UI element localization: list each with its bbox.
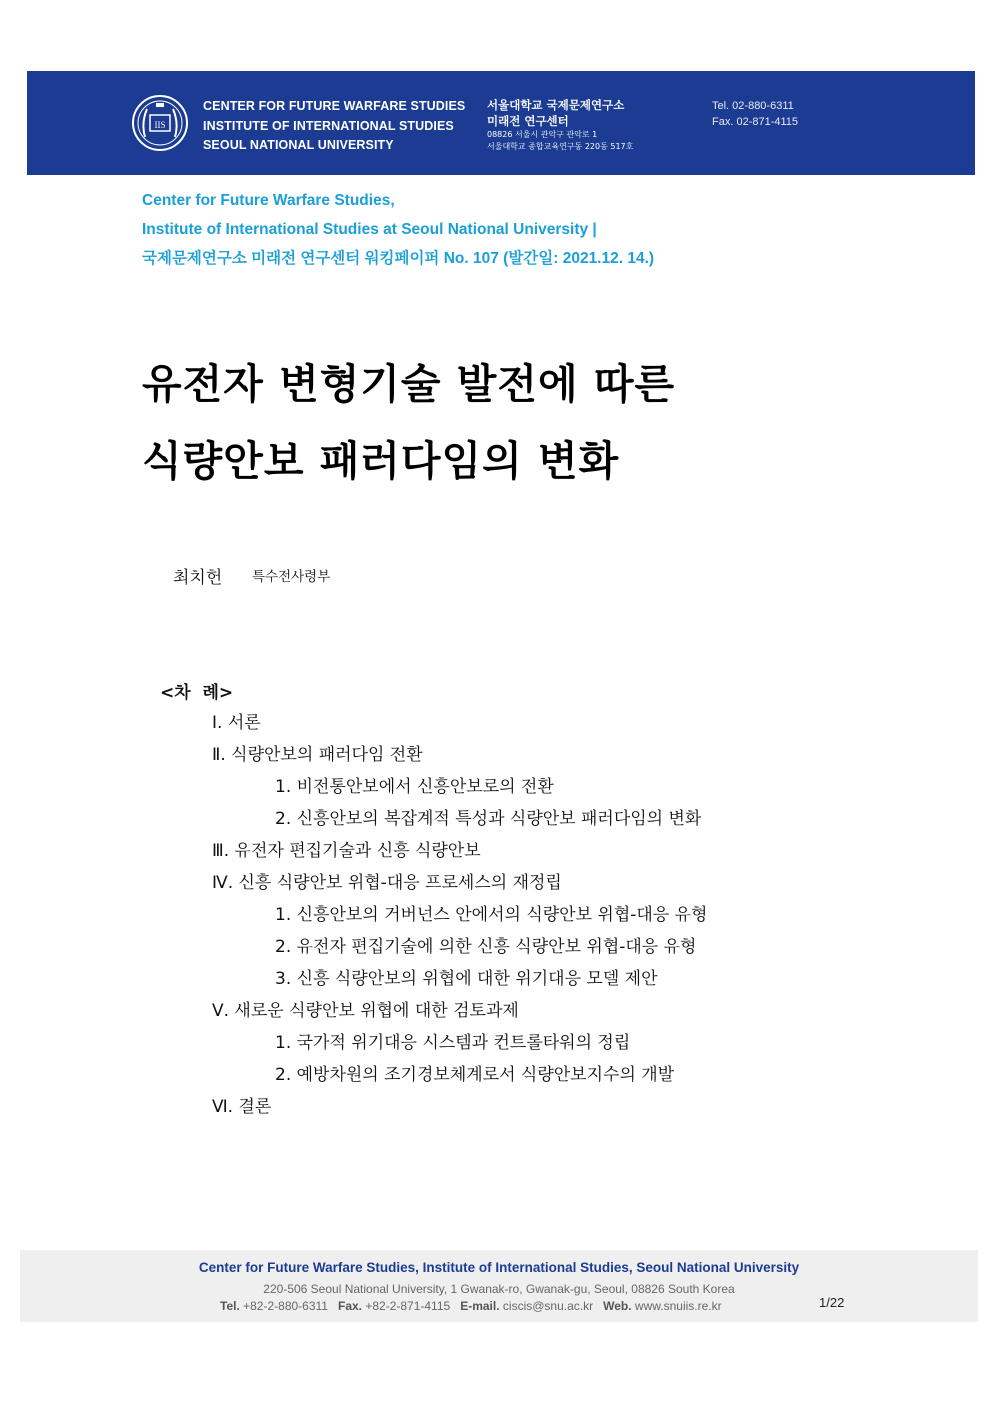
toc-subitem: 2. 유전자 편집기술에 의한 신흥 식량안보 위협-대응 유형: [275, 937, 697, 957]
toc-subitem: 2. 신흥안보의 복잡계적 특성과 식량안보 패러다임의 변화: [275, 809, 702, 829]
series-line-3: 국제문제연구소 미래전 연구센터 워킹페이퍼 No. 107 (발간일: 2021.12. 14.): [142, 250, 655, 267]
footer-institution: Center for Future Warfare Studies, Institute of International Studies, Seoul National University: [198, 1260, 800, 1275]
svg-text:IIS: IIS: [154, 120, 166, 130]
banner-fax: Fax. 02-871-4115: [712, 116, 799, 128]
banner-contact: [712, 98, 798, 130]
institute-seal-logo: [131, 93, 189, 153]
series-line-1: Center for Future Warfare Studies,: [142, 192, 395, 209]
footer-fax-label: Fax.: [337, 1299, 362, 1313]
header-banner: [27, 71, 975, 175]
footer-web: www.snuiis.re.kr: [634, 1299, 722, 1313]
toc-subitem: 1. 비전통안보에서 신흥안보로의 전환: [275, 777, 554, 797]
banner-ko-center: 미래전 연구센터: [487, 114, 569, 128]
toc-subitem: 3. 신흥 식량안보의 위협에 대한 위기대응 모델 제안: [275, 969, 658, 989]
footer-fax: +82-2-871-4115: [365, 1299, 451, 1313]
banner-ko-address: 08826 서울시 관악구 관악로 1: [487, 130, 598, 139]
banner-en-line: CENTER FOR FUTURE WARFARE STUDIES: [203, 99, 466, 113]
footer-tel: +82-2-880-6311: [243, 1299, 328, 1313]
working-paper-series-info: [142, 186, 654, 273]
paper-title: [142, 346, 675, 500]
banner-institute-korean: [487, 97, 633, 153]
author-affiliation: 특수전사령부: [252, 569, 331, 585]
banner-en-line: INSTITUTE OF INTERNATIONAL STUDIES: [203, 118, 454, 133]
toc-item: Ⅱ. 식량안보의 패러다임 전환: [212, 745, 423, 765]
page-number: 1/22: [819, 1295, 845, 1310]
series-line-2: Institute of International Studies at Seoul National University |: [142, 221, 597, 238]
footer-email-label: E-mail.: [460, 1299, 500, 1313]
toc-subitem: 2. 예방차원의 조기경보체계로서 식량안보지수의 개발: [275, 1065, 675, 1085]
title-line-2: 식량안보 패러다임의 변화: [142, 437, 620, 485]
page-footer: [20, 1250, 978, 1322]
toc-heading: <차 례>: [160, 683, 234, 703]
footer-tel-label: Tel.: [220, 1299, 240, 1313]
banner-en-line: SEOUL NATIONAL UNIVERSITY: [203, 138, 394, 152]
toc-subitem: 1. 국가적 위기대응 시스템과 컨트롤타워의 정립: [275, 1033, 631, 1053]
footer-contact: [220, 1299, 722, 1313]
footer-email: ciscis@snu.ac.kr: [502, 1299, 594, 1313]
author-name: 최치헌: [173, 568, 223, 588]
toc-item: Ⅴ. 새로운 식량안보 위협에 대한 검토과제: [212, 1001, 519, 1021]
toc-item: Ⅰ. 서론: [212, 713, 261, 733]
toc-item: Ⅵ. 결론: [212, 1097, 272, 1117]
title-line-1: 유전자 변형기술 발전에 따른: [142, 360, 676, 408]
toc-item: Ⅲ. 유전자 편집기술과 신흥 식량안보: [212, 841, 481, 861]
banner-institute-english: [203, 97, 465, 156]
footer-web-label: Web.: [603, 1299, 632, 1313]
toc-item: Ⅳ. 신흥 식량안보 위협-대응 프로세스의 재정립: [212, 873, 562, 893]
banner-tel: Tel. 02-880-6311: [712, 100, 794, 112]
banner-ko-name: 서울대학교 국제문제연구소: [487, 98, 625, 112]
toc-subitem: 1. 신흥안보의 거버넌스 안에서의 식량안보 위협-대응 유형: [275, 905, 708, 925]
footer-address: 220-506 Seoul National University, 1 Gwanak-ro, Gwanak-gu, Seoul, 08826 South Korea: [263, 1282, 735, 1296]
banner-ko-address-building: 서울대학교 종합교육연구동 220동 517호: [487, 142, 634, 151]
